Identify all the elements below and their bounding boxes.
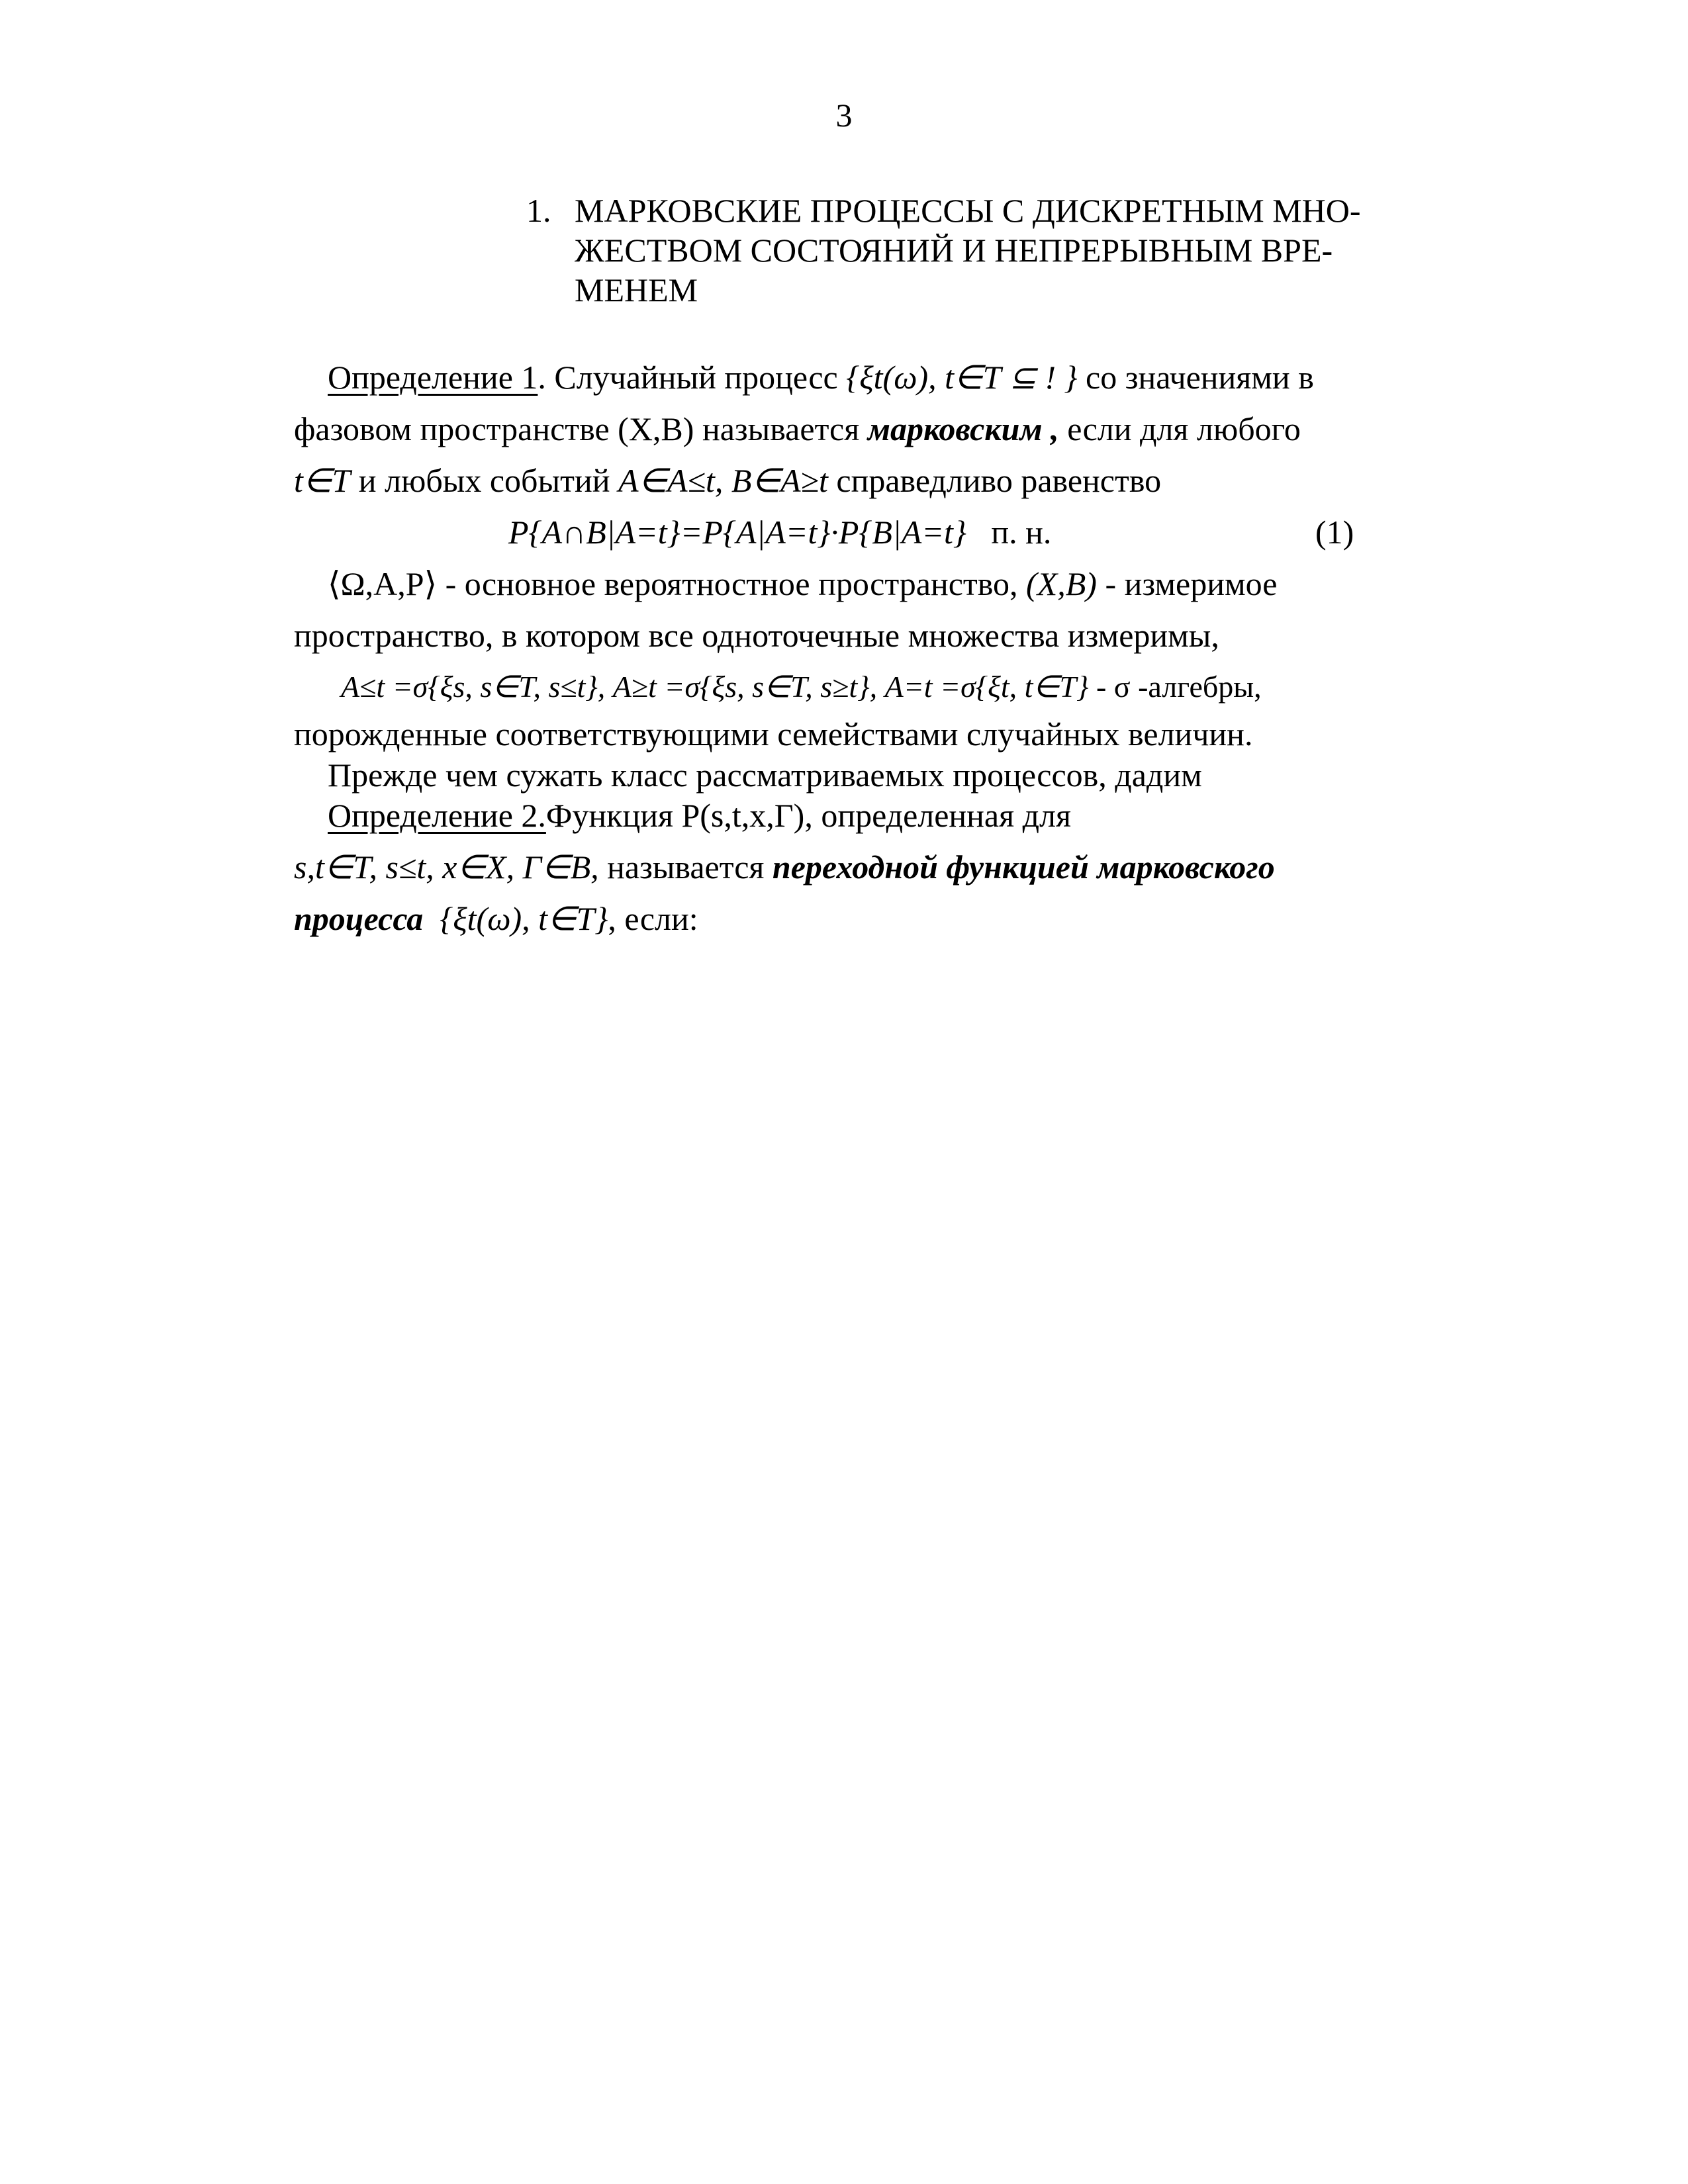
definition1-after-process: со значениями в bbox=[1077, 359, 1314, 396]
paragraph-text: Прежде чем сужать класс рассматриваемых процессов, дадим bbox=[328, 756, 1202, 794]
definition2-text: , определенная для bbox=[804, 797, 1072, 834]
definition2-label: Определение 2. bbox=[328, 797, 546, 834]
definition2-line-1 bbox=[328, 789, 1071, 842]
section-title bbox=[575, 191, 1466, 310]
definition1-label: Определение 1 bbox=[328, 359, 538, 396]
definition1-text: называется bbox=[694, 410, 868, 447]
definition1-line-2 bbox=[294, 402, 1301, 455]
definition2-process: {ξt(ω), t∈T} bbox=[440, 900, 608, 937]
definition1-text: справедливо равенство bbox=[827, 462, 1162, 499]
sigma-algebra-definitions: A≤t =σ{ξs, s∈T, s≤t}, A≥t =σ{ξs, s∈T, s≥t}, A=t =σ{ξt, t∈T} bbox=[341, 670, 1089, 704]
section-heading bbox=[526, 191, 1466, 310]
term-markov: марковским , bbox=[867, 410, 1059, 447]
explanation-line-3 bbox=[341, 660, 1262, 713]
term-transition-function: переходной функцией марковского bbox=[772, 848, 1275, 886]
definition2-text: Функция bbox=[545, 797, 682, 834]
time-condition: t∈T bbox=[294, 462, 351, 499]
section-title-line-2: ЖЕСТВОМ СОСТОЯНИЙ И НЕПРЕРЫВНЫМ ВРЕ- bbox=[575, 232, 1333, 269]
transition-function: P(s,t,x,Γ) bbox=[681, 797, 805, 834]
explanation-text: - основное вероятностное пространство, bbox=[437, 565, 1027, 602]
definition2-line-2 bbox=[294, 841, 1275, 893]
page-number: 3 bbox=[835, 97, 853, 134]
equation-1 bbox=[508, 506, 1051, 559]
explanation-line-4: порожденные соответствующими семействами случайных величин. bbox=[294, 715, 1253, 752]
definition2-text: , если: bbox=[608, 900, 698, 937]
function-conditions: s,t∈T, s≤t, x∈X, Γ∈B, bbox=[294, 848, 599, 886]
definition1-text: и любых событий bbox=[350, 462, 618, 499]
definition1-text: фазовом пространстве bbox=[294, 410, 618, 447]
equation-suffix: п. н. bbox=[991, 514, 1052, 551]
definition1-line-1 bbox=[328, 351, 1314, 404]
markov-equation: P{A∩B|A=t}=P{A|A=t}·P{B|A=t} bbox=[508, 514, 966, 551]
section-title-line-1: МАРКОВСКИЕ ПРОЦЕССЫ С ДИСКРЕТНЫМ МНО- bbox=[575, 192, 1361, 229]
section-title-line-3: МЕНЕМ bbox=[575, 271, 698, 308]
phase-space: (X,B) bbox=[618, 410, 694, 447]
definition2-text: называется bbox=[598, 848, 773, 886]
explanation-text: - измеримое bbox=[1096, 565, 1278, 602]
definition2-line-3 bbox=[294, 892, 698, 945]
term-process: процесса bbox=[294, 900, 424, 937]
explanation-line-2: пространство, в котором все одноточечные множества измеримы, bbox=[294, 617, 1219, 654]
definition1-lead: . Случайный процесс bbox=[538, 359, 847, 396]
equation-number: (1) bbox=[1315, 514, 1354, 551]
explanation-text: - σ -алгебры, bbox=[1088, 670, 1262, 704]
events-condition: A∈A≤t, B∈A≥t bbox=[618, 462, 828, 499]
measurable-space: (X,B) bbox=[1026, 565, 1097, 602]
section-number: 1. bbox=[526, 192, 551, 229]
definition1-process: {ξt(ω), t∈T ⊆ ! } bbox=[846, 359, 1078, 396]
explanation-line-1 bbox=[328, 557, 1277, 610]
definition1-text: если для любого bbox=[1058, 410, 1301, 447]
probability-space: ⟨Ω,A,P⟩ bbox=[328, 565, 438, 602]
definition1-line-3 bbox=[294, 454, 1161, 507]
